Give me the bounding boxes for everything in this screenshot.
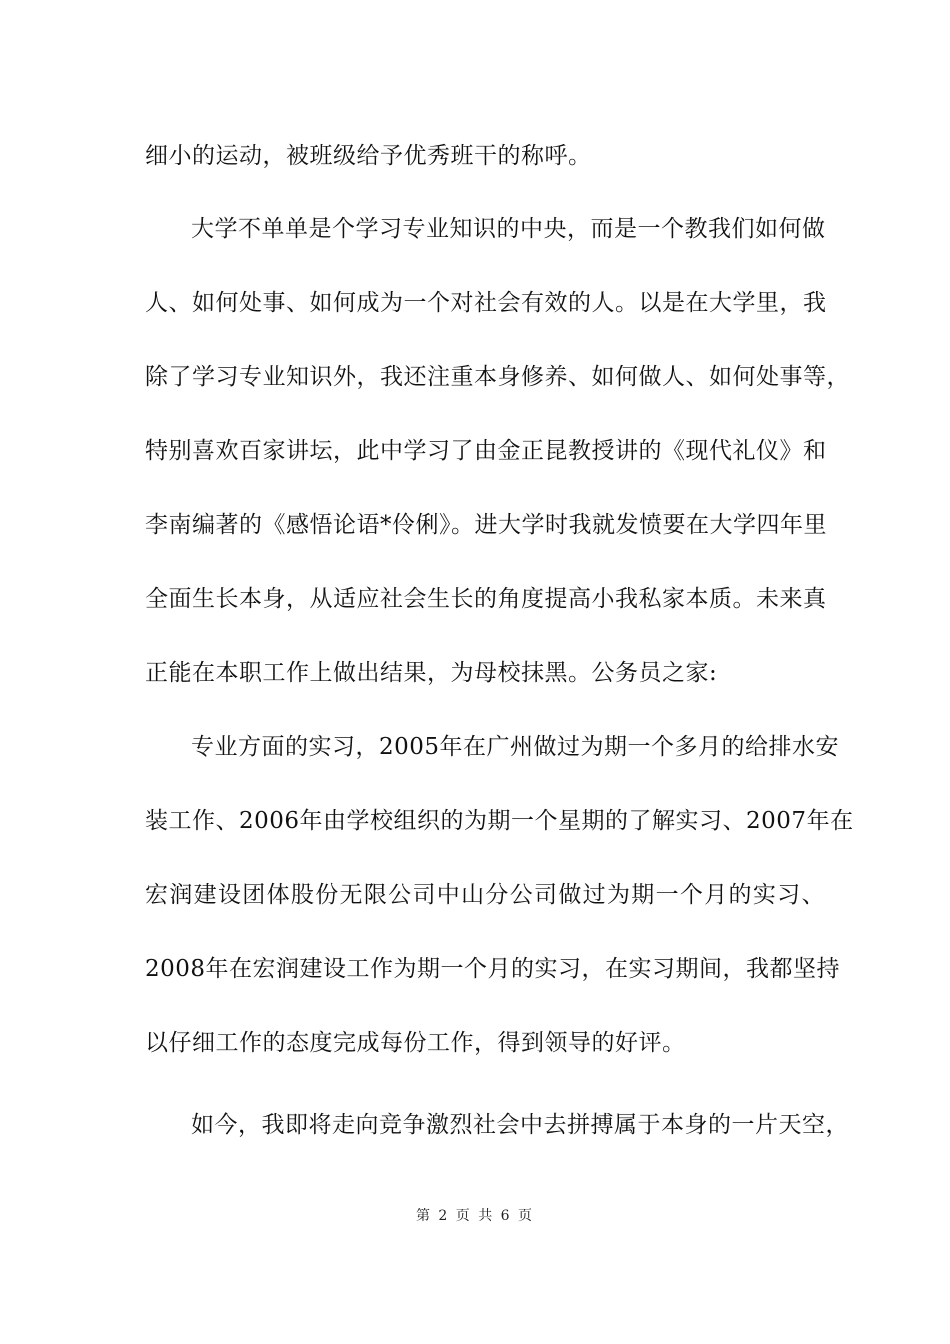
text-line-6: 李南编著的《感悟论语*伶俐》。进大学时我就发愤要在大学四年里 <box>145 512 827 538</box>
text-line-11: 宏润建设团体股份无限公司中山分公司做过为期一个月的实习、 <box>145 882 825 908</box>
text-line-13: 以仔细工作的态度完成每份工作，得到领导的好评。 <box>145 1030 686 1056</box>
text-line-3: 人、如何处事、如何成为一个对社会有效的人。以是在大学里，我 <box>145 290 827 316</box>
text-line-14: 如今，我即将走向竞争激烈社会中去拼搏属于本身的一片天空， <box>191 1112 849 1138</box>
text-line-9: 专业方面的实习，2005年在广州做过为期一个多月的给排水安 <box>191 734 840 760</box>
text-line-1: 细小的运动，被班级给予优秀班干的称呼。 <box>145 143 592 169</box>
page-number-footer: 第 2 页 共 6 页 <box>415 1208 535 1224</box>
text-line-8: 正能在本职工作上做出结果，为母校抹黑。公务员之家: <box>145 660 718 686</box>
text-line-7: 全面生长本身，从适应社会生长的角度提高小我私家本质。未来真 <box>145 586 827 612</box>
text-line-5: 特别喜欢百家讲坛，此中学习了由金正昆教授讲的《现代礼仪》和 <box>145 438 827 464</box>
text-line-12: 2008年在宏润建设工作为期一个月的实习，在实习期间，我都坚持 <box>145 956 841 982</box>
text-line-4: 除了学习专业知识外，我还注重本身修养、如何做人、如何处事等， <box>145 364 850 390</box>
text-line-2: 大学不单单是个学习专业知识的中央，而是一个教我们如何做 <box>191 216 826 242</box>
text-line-10: 装工作、2006年由学校组织的为期一个星期的了解实习、2007年在 <box>145 808 854 834</box>
